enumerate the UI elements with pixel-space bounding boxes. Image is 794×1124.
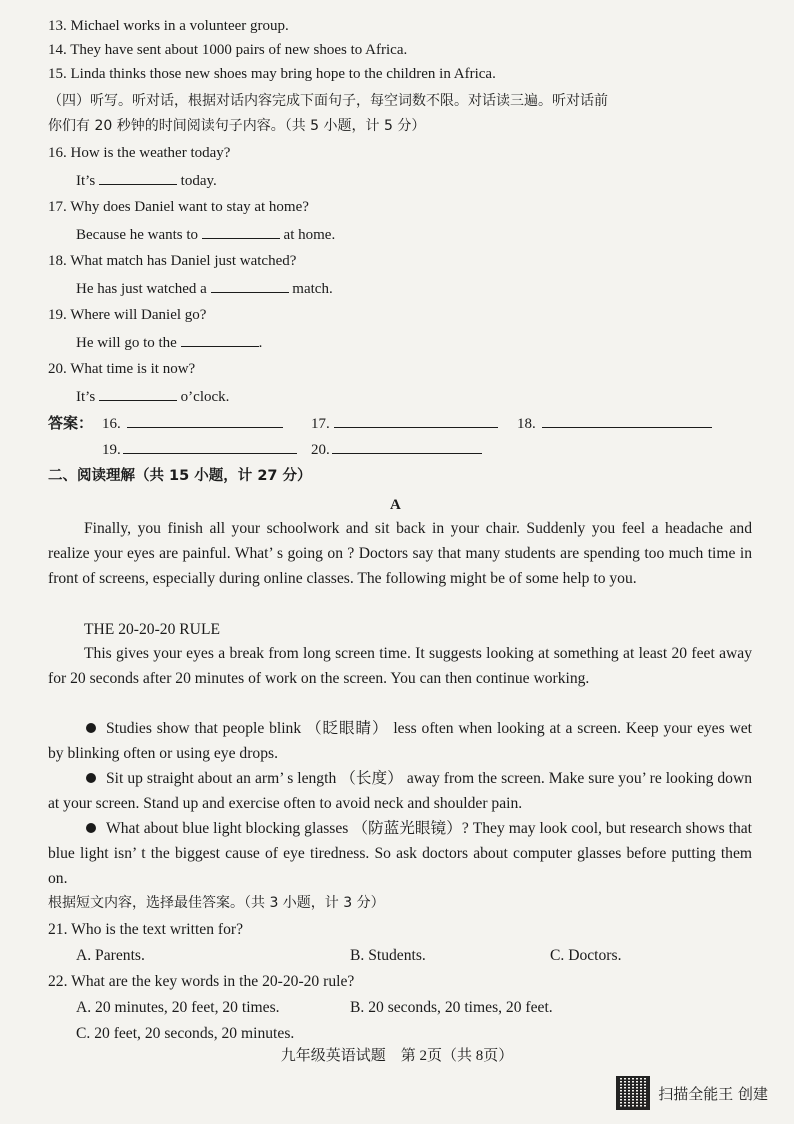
answer-line-16: [76, 170, 217, 191]
answer-20-number: 20.: [311, 442, 330, 458]
answer-18-blank[interactable]: [542, 413, 712, 428]
q17-blank[interactable]: [202, 224, 280, 239]
qr-code-icon: [616, 1076, 650, 1110]
bullet-3-text: What about blue light blocking glasses （防蓝光眼镜）? They may look cool, but research shows that blue light isn’ t the biggest cause of eye tiredness. So ask doctors about computer glasses before putting them on.: [48, 820, 752, 887]
answer-line-18: [76, 278, 333, 299]
question-22: 22. What are the key words in the 20-20-20 rule?: [48, 973, 355, 990]
bullet-dot-icon: [86, 723, 96, 733]
q17-before: Because he wants to: [76, 227, 199, 243]
rule-title: THE 20-20-20 RULE: [84, 621, 220, 638]
statement-15: 15. Linda thinks those new shoes may bring hope to the children in Africa.: [48, 66, 496, 82]
answer-line-20: [76, 386, 229, 407]
passage-paragraph-2-text: This gives your eyes a break from long screen time. It suggests looking at something at least 20 feet away for 20 seconds after 20 minutes of work on the screen. You can then continue working.: [48, 645, 752, 687]
scanner-watermark: [616, 1076, 768, 1110]
watermark-text: 扫描全能王 创建: [658, 1084, 768, 1103]
q16-before: It’s: [76, 173, 96, 189]
answer-row-2: [48, 439, 748, 459]
section4-instruction-line1: （四）听写。听对话，根据对话内容完成下面句子，每空词数不限。对话读三遍。听对话前: [48, 93, 608, 109]
answer-20: [311, 439, 482, 460]
passage-paragraph-1: [48, 516, 752, 591]
statement-13: 13. Michael works in a volunteer group.: [48, 18, 289, 34]
question-21: 21. Who is the text written for?: [48, 921, 244, 938]
q19-after: .: [258, 335, 263, 351]
bullet-1-text: Studies show that people blink （眨眼睛） less often when looking at a screen. Keep your eyes wet by blinking often or using eye drops.: [48, 720, 752, 762]
q19-before: He will go to the: [76, 335, 177, 351]
statement-14: 14. They have sent about 1000 pairs of new shoes to Africa.: [48, 42, 408, 58]
answer-16-blank[interactable]: [127, 413, 283, 428]
answer-18: [517, 413, 712, 434]
answer-18-number: 18.: [517, 416, 536, 432]
q22-option-b[interactable]: B. 20 seconds, 20 times, 20 feet.: [350, 999, 553, 1016]
q21-option-a[interactable]: A. Parents.: [76, 947, 145, 964]
answer-19: [102, 439, 297, 460]
q21-option-c[interactable]: C. Doctors.: [550, 947, 622, 964]
question-18: 18. What match has Daniel just watched?: [48, 253, 297, 269]
answer-line-17: [76, 224, 335, 245]
q18-after: match.: [292, 281, 333, 297]
bullet-dot-icon: [86, 823, 96, 833]
q17-after: at home.: [283, 227, 336, 243]
q18-blank[interactable]: [211, 278, 289, 293]
q16-after: today.: [180, 173, 217, 189]
question-16: 16. How is the weather today?: [48, 145, 231, 161]
answer-19-blank[interactable]: [123, 439, 297, 454]
question-17: 17. Why does Daniel want to stay at home?: [48, 199, 309, 215]
q16-blank[interactable]: [99, 170, 177, 185]
q20-blank[interactable]: [99, 386, 177, 401]
answer-row-1: [48, 413, 748, 433]
passage-paragraph-1-text: Finally, you finish all your schoolwork and sit back in your chair. Suddenly you feel a headache and realize your eyes are painful. What’ s going on ? Doctors say that many students are spending too much time in front of screens, especially during online classes. The following might be of some help to you.: [48, 520, 752, 587]
page-footer: 九年级英语试题 第 2页（共 8页）: [280, 1048, 514, 1064]
answer-20-blank[interactable]: [332, 439, 482, 454]
answer-17-number: 17.: [311, 416, 330, 432]
q20-after: o’clock.: [180, 389, 230, 405]
answer-17-blank[interactable]: [334, 413, 498, 428]
answer-label: 答案：: [48, 414, 94, 432]
q22-option-a[interactable]: A. 20 minutes, 20 feet, 20 times.: [76, 999, 280, 1016]
passage-label: A: [390, 497, 401, 513]
bullet-2-text: Sit up straight about an arm’ s length （长度） away from the screen. Make sure you’ re looking down at your screen. Stand up and exercise often to avoid neck and shoulder pain.: [48, 770, 752, 812]
question-20: 20. What time is it now?: [48, 361, 196, 377]
bullet-1: [48, 716, 752, 766]
q22-option-c[interactable]: C. 20 feet, 20 seconds, 20 minutes.: [76, 1025, 295, 1042]
q19-blank[interactable]: [181, 332, 259, 347]
bullet-3: [48, 816, 752, 891]
answer-line-19: [76, 332, 262, 353]
answer-16-number: 16.: [102, 416, 121, 432]
q18-before: He has just watched a: [76, 281, 207, 297]
answer-17: [311, 413, 498, 434]
answer-16: [102, 413, 283, 434]
bullet-dot-icon: [86, 773, 96, 783]
passage-paragraph-2: [48, 641, 752, 691]
q21-option-b[interactable]: B. Students.: [350, 947, 426, 964]
question-19: 19. Where will Daniel go?: [48, 307, 207, 323]
bullet-2: [48, 766, 752, 816]
section4-instruction-line2: 你们有 20 秒钟的时间阅读句子内容。（共 5 小题，计 5 分）: [48, 118, 426, 134]
q20-before: It’s: [76, 389, 96, 405]
answer-19-number: 19.: [102, 442, 121, 458]
reading-instruction: 根据短文内容，选择最佳答案。（共 3 小题，计 3 分）: [48, 895, 385, 911]
reading-section-title: 二、阅读理解（共 15 小题，计 27 分）: [48, 468, 312, 484]
